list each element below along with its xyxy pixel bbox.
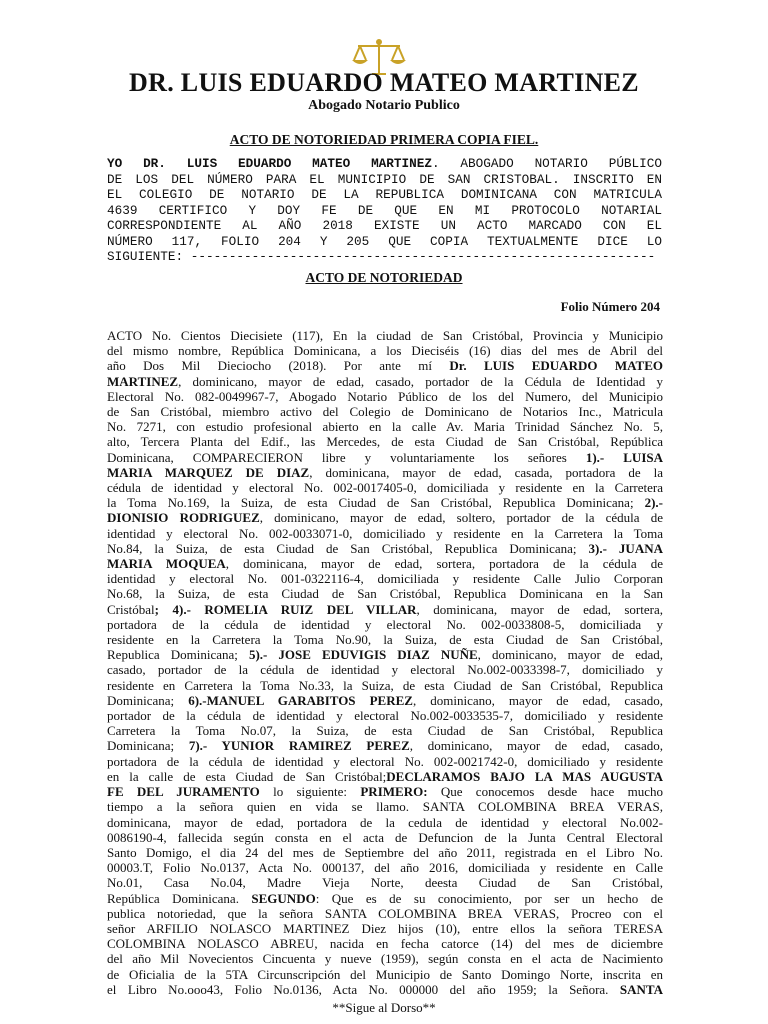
body-line	[107, 738, 663, 753]
body-line	[107, 662, 663, 677]
text-segment: No.84, la Suiza, de esta Ciudad de San Cristóbal, Republica Dominicana;	[107, 540, 589, 556]
intro-line	[107, 172, 662, 188]
body-line	[107, 784, 663, 799]
text-segment: del mismo nombre, República Dominicana, a los Dieciséis (16) dias del mes de Abril del	[107, 343, 663, 359]
text-segment: Que conocemos desde hace mucho	[427, 784, 663, 800]
text-segment: lo siguiente:	[259, 784, 361, 800]
text-segment: 3).- JUANA	[588, 540, 663, 556]
text-segment: Dominicana, COMPARECIERON libre y voluntariamente los señores	[107, 449, 586, 465]
body-line	[107, 526, 663, 541]
text-segment: : Que es de su conocimiento, por ser un hecho de	[315, 890, 663, 906]
intro-line	[107, 234, 662, 250]
body-line	[107, 480, 663, 495]
text-segment: , dominicana, mayor de edad, sortera,	[416, 601, 663, 617]
body-line	[107, 404, 663, 419]
text-segment: residente en la Carretera la Toma No.90, la Suiza, de esta Ciudad de San Cristóbal,	[107, 632, 663, 648]
text-segment: MARIA MOQUEA	[107, 556, 226, 572]
text-segment: 2).-	[644, 495, 663, 511]
text-segment: Electoral No. 082-0049967-7, Abogado Notario Público de los del Numero, del Municipio	[107, 388, 663, 404]
text-segment: Dominicana;	[107, 692, 189, 708]
body-line	[107, 328, 663, 343]
text-segment: , dominicana, mayor de edad, sortera, portadora de la cédula de	[225, 556, 663, 572]
copy-title: ACTO DE NOTORIEDAD PRIMERA COPIA FIEL.	[229, 132, 539, 147]
text-segment: ACTO No. Cientos Diecisiete (117), En la ciudad de San Cristóbal, Provincia y Municipio	[107, 328, 663, 343]
text-segment: COLOMBINA NOLASCO ABREU, nacida en fecha catorce (14) del mes de diciembre	[107, 936, 663, 952]
body-line	[107, 450, 663, 465]
text-segment: del año Mil Novecientos Cincuenta y nueve (1959), según consta en el acta de Nacimiento	[107, 951, 663, 967]
text-segment: DECLARAMOS BAJO LA MAS AUGUSTA	[386, 768, 663, 784]
body-line	[107, 769, 663, 784]
text-segment: , dominicano, mayor de edad, casado,	[409, 738, 663, 754]
text-segment: , dominicana, mayor de edad, casada, portadora de la	[309, 464, 663, 480]
text-segment: de Oficialia de la 5TA Circunscripción del Municipio de Santo Domingo Norte, inscrita en	[107, 966, 663, 982]
text-segment: YO DR. LUIS EDUARDO MATEO MARTINEZ	[107, 156, 432, 171]
body-line	[107, 374, 663, 389]
text-segment: NÚMERO 117, FOLIO 204 Y 205 QUE COPIA TEXTUALMENTE DICE LO	[107, 233, 662, 249]
text-segment: portadora de la cédula de identidad y electoral No. 002-0033808-5, domiciliada y	[107, 616, 663, 632]
body-line	[107, 556, 663, 571]
body-line	[107, 632, 663, 647]
text-segment: de San Cristóbal, miembro activo del Colegio de Dominicano de Notarios Inc., Matricula	[107, 404, 663, 420]
text-segment: No. 7271, con estudio profesional abierto en la calle Av. Maria Trinidad Sánchez No. 5,	[107, 419, 663, 435]
text-segment: identidad y electoral No. 001-0322116-4, domiciliada y residente Calle Julio Corporan	[107, 571, 663, 587]
body-line	[107, 951, 663, 966]
text-segment: portador de la cédula de identidad y electoral No.002-0033535-7, domiciliado y residente	[107, 708, 663, 724]
text-segment: portadora de la cédula de identidad y electoral No. 002-0021742-0, domiciliado y residente	[107, 753, 663, 769]
body-line	[107, 799, 663, 814]
body-line	[107, 358, 663, 373]
text-segment: año Dos Mil Dieciocho (2018). Por ante mí	[107, 358, 450, 374]
text-segment: 4639 CERTIFICO Y DOY FE DE QUE EN MI PROTOCOLO NOTARIAL	[107, 202, 662, 218]
intro-line	[107, 187, 662, 203]
body-line	[107, 723, 663, 738]
body-line	[107, 921, 663, 936]
text-segment: , dominicano, mayor de edad, casado,	[412, 692, 663, 708]
text-segment: Santo Domigo, el dia 24 del mes de Septiembre del año 2011, registrada en el Libro No.	[107, 844, 663, 860]
text-segment: DIONISIO RODRIGUEZ	[107, 510, 260, 526]
body-line	[107, 815, 663, 830]
text-segment: en la calle de esta Ciudad de San Cristóbal;	[107, 768, 387, 784]
text-segment: , dominicano, mayor de edad,	[477, 647, 663, 663]
text-segment: 0086190-4, fallecida según consta en el acta de Defuncion de la Junta Central Electoral	[107, 829, 663, 845]
text-segment: No.68, la Suiza, de esta Ciudad de San Cristóbal, Republica Dominicana en la San	[107, 586, 663, 602]
act-body	[107, 328, 663, 997]
body-line	[107, 936, 663, 951]
body-line	[107, 754, 663, 769]
body-line	[107, 860, 663, 875]
body-line	[107, 875, 663, 890]
body-line	[107, 541, 663, 556]
text-segment: FE DEL JURAMENTO	[107, 784, 260, 800]
body-line	[107, 343, 663, 358]
footer-continuation: **Sigue al Dorso**	[332, 1000, 436, 1015]
body-line	[107, 495, 663, 510]
text-segment: 5).- JOSE EDUVIGIS DIAZ NUÑE	[248, 647, 478, 663]
text-segment: Cristóbal	[107, 601, 155, 617]
text-segment: residente en Carretera la Toma No.33, la Suiza, de esta Ciudad de San Cristóbal, Republica	[107, 677, 663, 693]
text-segment: identidad y electoral No. 002-0033071-0, domiciliado y residente en la Carretera la Toma	[107, 525, 663, 541]
intro-line	[107, 218, 662, 234]
text-segment: señor ARFILIO NOLASCO MARTINEZ Diez hijos (10), entre ellos la señora TERESA	[107, 920, 663, 936]
body-line	[107, 434, 663, 449]
body-line	[107, 647, 663, 662]
text-segment: SANTA	[619, 981, 663, 997]
body-line	[107, 571, 663, 586]
text-segment: , dominicano, mayor de edad, soltero, portador de la cédula de	[259, 510, 663, 526]
text-segment: EL COLEGIO DE NOTARIO DE LA REPUBLICA DOMINICANA CON MATRICULA	[107, 187, 662, 202]
text-segment: cédula de identidad y electoral No. 002-0017405-0, domiciliada y residente en la Carretera	[107, 480, 663, 496]
text-segment: República Dominicana.	[107, 890, 252, 906]
body-line	[107, 678, 663, 693]
text-segment: SIGUIENTE: -------------------------------------------------------------	[107, 249, 656, 264]
body-line	[107, 967, 663, 982]
text-segment: casado, portador de la cédula de identidad y electoral No.002-0033398-7, domiciliado y	[107, 662, 663, 678]
text-segment: tiempo a la señora quien en vida se llamo. SANTA COLOMBINA BREA VERAS,	[107, 799, 663, 815]
body-line	[107, 891, 663, 906]
text-segment: No.01, Casa No.04, Madre Vieja Norte, deesta Ciudad de San Cristóbal,	[107, 875, 663, 891]
text-segment: DE LOS DEL NÚMERO PARA EL MUNICIPIO DE SAN CRISTOBAL. INSCRITO EN	[107, 171, 662, 187]
text-segment: . ABOGADO NOTARIO PÚBLICO	[431, 156, 662, 171]
body-line	[107, 906, 663, 921]
text-segment: Carretera la Toma No.07, la Suiza, de esta Ciudad de San Cristóbal, Republica	[107, 723, 663, 739]
text-segment: PRIMERO:	[360, 784, 428, 800]
text-segment: , dominicano, mayor de edad, casado, portador de la Cédula de Identidad y	[178, 373, 663, 389]
body-line	[107, 830, 663, 845]
notary-name: DR. LUIS EDUARDO MATEO MARTINEZ	[129, 68, 639, 97]
body-line	[107, 586, 663, 601]
body-line	[107, 982, 663, 997]
text-segment: SEGUNDO	[251, 890, 316, 906]
body-line	[107, 845, 663, 860]
text-segment: el Libro No.ooo43, Folio No.0136, Acta No. 000000 del año 1959; la Señora.	[107, 981, 620, 997]
body-line	[107, 510, 663, 525]
body-line	[107, 389, 663, 404]
body-line	[107, 602, 663, 617]
body-line	[107, 693, 663, 708]
folio-number: Folio Número 204	[560, 299, 660, 314]
text-segment: la Toma No.169, la Suiza, de esta Ciudad de San Cristóbal, Republica Dominicana;	[107, 495, 645, 511]
text-segment: Republica Dominicana;	[107, 647, 249, 663]
intro-paragraph	[107, 156, 662, 265]
act-title: ACTO DE NOTORIEDAD	[305, 270, 463, 285]
text-segment: publica notoriedad, que la señora SANTA COLOMBINA BREA VERAS, Procreo con el	[107, 905, 663, 921]
body-line	[107, 708, 663, 723]
text-segment: 6).-MANUEL GARABITOS PEREZ	[188, 692, 413, 708]
body-line	[107, 419, 663, 434]
text-segment: MARTINEZ	[107, 373, 179, 389]
text-segment: CORRESPONDIENTE AL AÑO 2018 EXISTE UN ACTO MARCADO CON EL	[107, 218, 662, 233]
text-segment: 7).- YUNIOR RAMIREZ PEREZ	[188, 738, 410, 754]
text-segment: MARIA MARQUEZ DE DIAZ	[107, 464, 310, 480]
intro-line	[107, 249, 662, 265]
notary-subtitle: Abogado Notario Publico	[308, 98, 460, 113]
text-segment: 00003.T, Folio No.0137, Acta No. 000137, del año 2016, domiciliada y residente en Calle	[107, 860, 663, 876]
text-segment: ; 4).- ROMELIA RUIZ DEL VILLAR	[154, 601, 417, 617]
text-segment: Dr. LUIS EDUARDO MATEO	[449, 358, 663, 374]
text-segment: dominicana, mayor de edad, portadora de la cedula de identidad y electoral No.002-	[107, 814, 663, 830]
text-segment: Dominicana;	[107, 738, 189, 754]
text-segment: alto, Tercera Planta del Edif., las Mercedes, de esta Ciudad de San Cristóbal, República	[107, 434, 663, 450]
text-segment: 1).- LUISA	[585, 449, 663, 465]
intro-line	[107, 203, 662, 219]
intro-line	[107, 156, 662, 172]
body-line	[107, 617, 663, 632]
body-line	[107, 465, 663, 480]
